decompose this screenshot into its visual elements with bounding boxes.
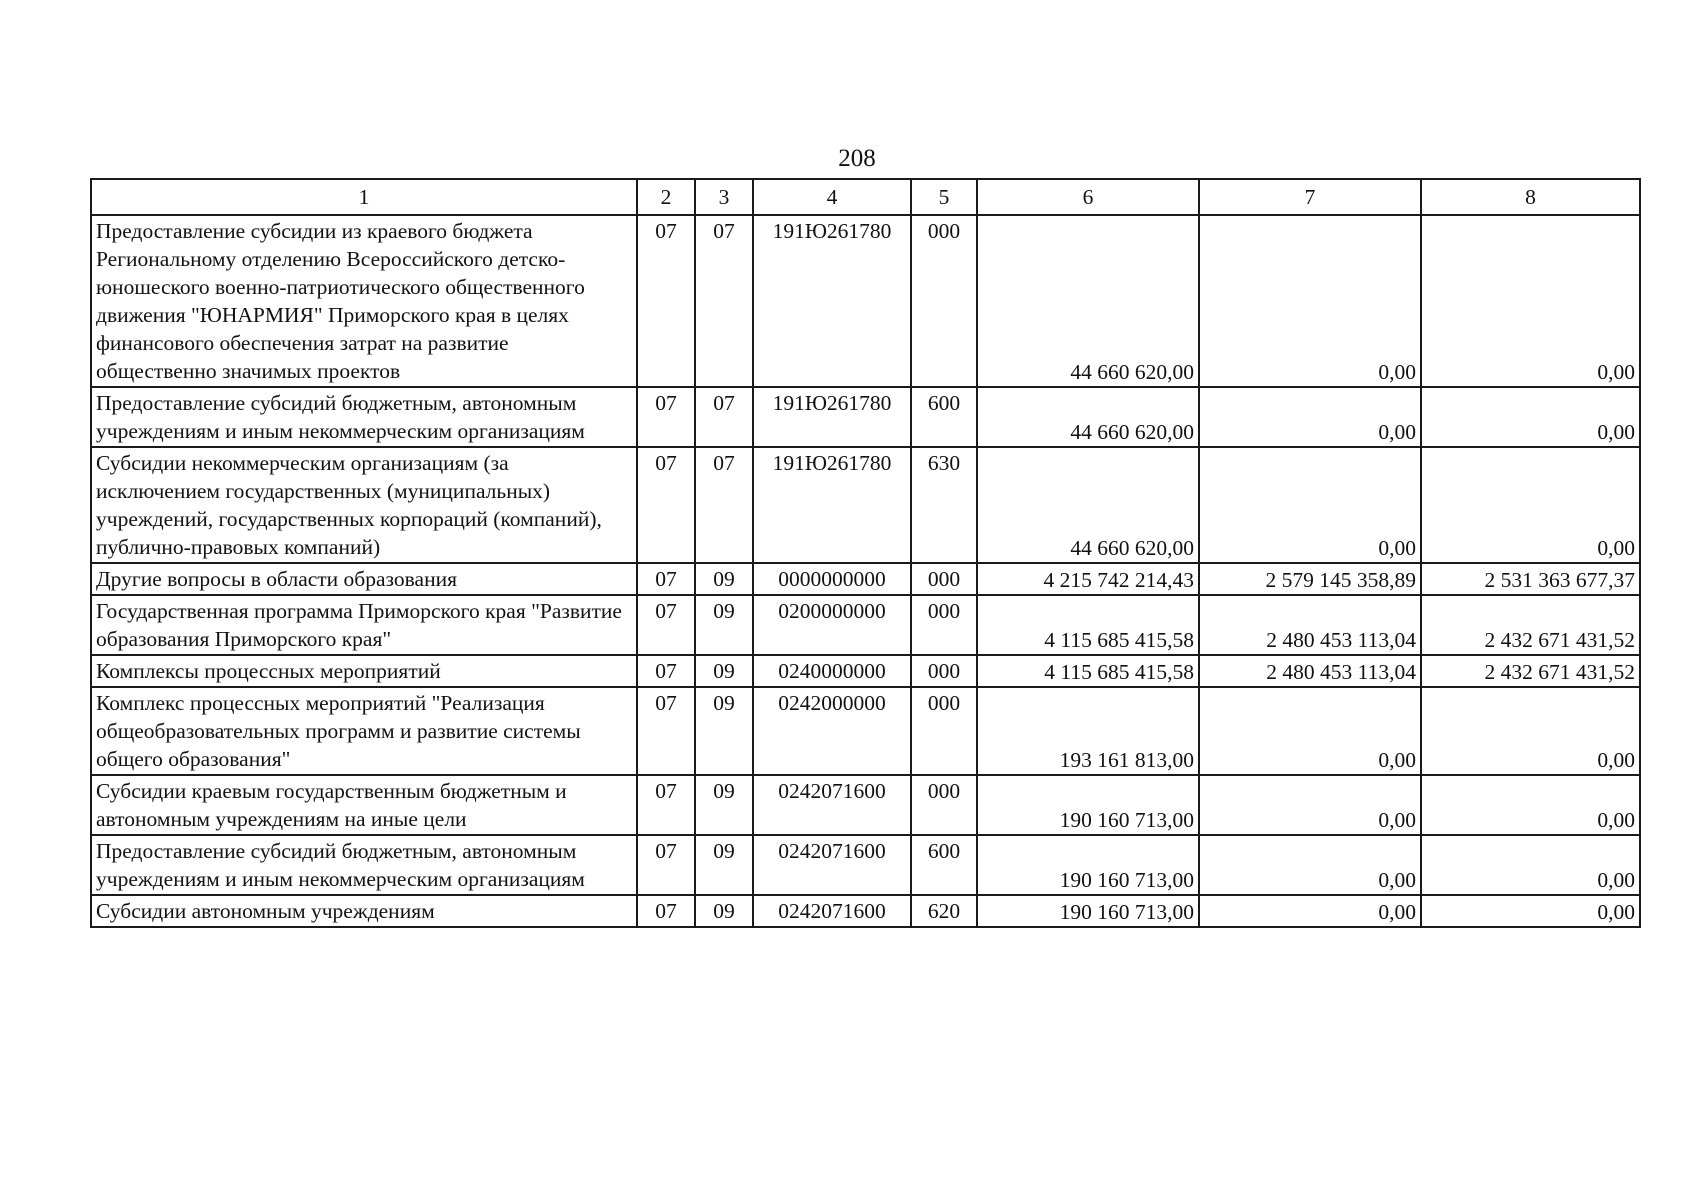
row-section: 07 — [637, 215, 695, 387]
row-target-code: 191Ю261780 — [753, 215, 911, 387]
row-amount-col6: 44 660 620,00 — [977, 387, 1199, 447]
row-amount-col6: 190 160 713,00 — [977, 895, 1199, 927]
row-expense-type: 000 — [911, 775, 977, 835]
row-expense-type: 000 — [911, 687, 977, 775]
row-expense-type: 630 — [911, 447, 977, 563]
column-header: 7 — [1199, 179, 1421, 215]
column-header: 5 — [911, 179, 977, 215]
row-amount-col7: 0,00 — [1199, 687, 1421, 775]
table-row — [91, 447, 1640, 563]
row-target-code: 0242071600 — [753, 895, 911, 927]
column-header: 2 — [637, 179, 695, 215]
row-amount-col6: 4 115 685 415,58 — [977, 655, 1199, 687]
row-amount-col7: 0,00 — [1199, 895, 1421, 927]
row-amount-col8: 2 432 671 431,52 — [1421, 595, 1640, 655]
row-section: 07 — [637, 655, 695, 687]
table-row — [91, 835, 1640, 895]
row-name: Предоставление субсидии из краевого бюджета Региональному отделению Всероссийского детско-юношеского военно-патриотического общественного движения "ЮНАРМИЯ" Приморского края в целях финансового обеспечения затрат на развитие общественно значимых проектов — [91, 215, 637, 387]
row-target-code: 0200000000 — [753, 595, 911, 655]
row-name: Предоставление субсидий бюджетным, автономным учреждениям и иным некоммерческим организациям — [91, 835, 637, 895]
row-section: 07 — [637, 687, 695, 775]
table-row — [91, 655, 1640, 687]
row-expense-type: 000 — [911, 655, 977, 687]
row-target-code: 0242071600 — [753, 835, 911, 895]
column-header: 3 — [695, 179, 753, 215]
row-amount-col8: 0,00 — [1421, 215, 1640, 387]
row-expense-type: 620 — [911, 895, 977, 927]
row-name: Субсидии некоммерческим организациям (за исключением государственных (муниципальных) учреждений, государственных корпораций (компаний), публично-правовых компаний) — [91, 447, 637, 563]
row-target-code: 0242071600 — [753, 775, 911, 835]
row-section: 07 — [637, 447, 695, 563]
page-number: 208 — [838, 145, 876, 172]
row-expense-type: 000 — [911, 595, 977, 655]
row-section: 07 — [637, 387, 695, 447]
row-amount-col7: 0,00 — [1199, 835, 1421, 895]
row-subsection: 09 — [695, 595, 753, 655]
table-row — [91, 775, 1640, 835]
row-name: Комплекс процессных мероприятий "Реализация общеобразовательных программ и развитие системы общего образования" — [91, 687, 637, 775]
row-subsection: 09 — [695, 563, 753, 595]
row-section: 07 — [637, 563, 695, 595]
table-row — [91, 895, 1640, 927]
row-name: Государственная программа Приморского края "Развитие образования Приморского края" — [91, 595, 637, 655]
row-section: 07 — [637, 595, 695, 655]
row-amount-col8: 0,00 — [1421, 775, 1640, 835]
table-row — [91, 595, 1640, 655]
row-target-code: 0000000000 — [753, 563, 911, 595]
row-amount-col7: 2 480 453 113,04 — [1199, 655, 1421, 687]
table-header-row — [91, 179, 1640, 215]
row-amount-col7: 0,00 — [1199, 215, 1421, 387]
column-header: 1 — [91, 179, 637, 215]
row-name: Комплексы процессных мероприятий — [91, 655, 637, 687]
table-row — [91, 563, 1640, 595]
row-expense-type: 600 — [911, 835, 977, 895]
row-amount-col8: 0,00 — [1421, 447, 1640, 563]
row-amount-col8: 0,00 — [1421, 387, 1640, 447]
row-amount-col7: 2 579 145 358,89 — [1199, 563, 1421, 595]
row-expense-type: 000 — [911, 563, 977, 595]
row-name: Предоставление субсидий бюджетным, автономным учреждениям и иным некоммерческим организациям — [91, 387, 637, 447]
column-header: 8 — [1421, 179, 1640, 215]
row-subsection: 09 — [695, 895, 753, 927]
table-row — [91, 215, 1640, 387]
row-target-code: 0242000000 — [753, 687, 911, 775]
row-amount-col7: 0,00 — [1199, 775, 1421, 835]
row-amount-col8: 0,00 — [1421, 835, 1640, 895]
row-section: 07 — [637, 895, 695, 927]
column-header: 4 — [753, 179, 911, 215]
budget-table — [90, 178, 1641, 928]
row-subsection: 07 — [695, 447, 753, 563]
row-target-code: 191Ю261780 — [753, 447, 911, 563]
row-name: Субсидии краевым государственным бюджетным и автономным учреждениям на иные цели — [91, 775, 637, 835]
row-subsection: 09 — [695, 655, 753, 687]
table-row — [91, 687, 1640, 775]
row-amount-col6: 190 160 713,00 — [977, 835, 1199, 895]
row-amount-col8: 0,00 — [1421, 687, 1640, 775]
row-expense-type: 600 — [911, 387, 977, 447]
row-amount-col7: 2 480 453 113,04 — [1199, 595, 1421, 655]
row-expense-type: 000 — [911, 215, 977, 387]
row-name: Субсидии автономным учреждениям — [91, 895, 637, 927]
row-amount-col6: 193 161 813,00 — [977, 687, 1199, 775]
row-subsection: 09 — [695, 687, 753, 775]
row-amount-col8: 2 432 671 431,52 — [1421, 655, 1640, 687]
row-amount-col6: 190 160 713,00 — [977, 775, 1199, 835]
row-subsection: 09 — [695, 835, 753, 895]
row-subsection: 07 — [695, 215, 753, 387]
row-amount-col6: 44 660 620,00 — [977, 215, 1199, 387]
row-amount-col6: 44 660 620,00 — [977, 447, 1199, 563]
row-subsection: 09 — [695, 775, 753, 835]
row-amount-col8: 0,00 — [1421, 895, 1640, 927]
row-target-code: 0240000000 — [753, 655, 911, 687]
row-name: Другие вопросы в области образования — [91, 563, 637, 595]
row-section: 07 — [637, 775, 695, 835]
row-section: 07 — [637, 835, 695, 895]
row-amount-col6: 4 115 685 415,58 — [977, 595, 1199, 655]
row-subsection: 07 — [695, 387, 753, 447]
column-header: 6 — [977, 179, 1199, 215]
table-row — [91, 387, 1640, 447]
row-amount-col8: 2 531 363 677,37 — [1421, 563, 1640, 595]
row-amount-col7: 0,00 — [1199, 447, 1421, 563]
row-target-code: 191Ю261780 — [753, 387, 911, 447]
row-amount-col7: 0,00 — [1199, 387, 1421, 447]
row-amount-col6: 4 215 742 214,43 — [977, 563, 1199, 595]
